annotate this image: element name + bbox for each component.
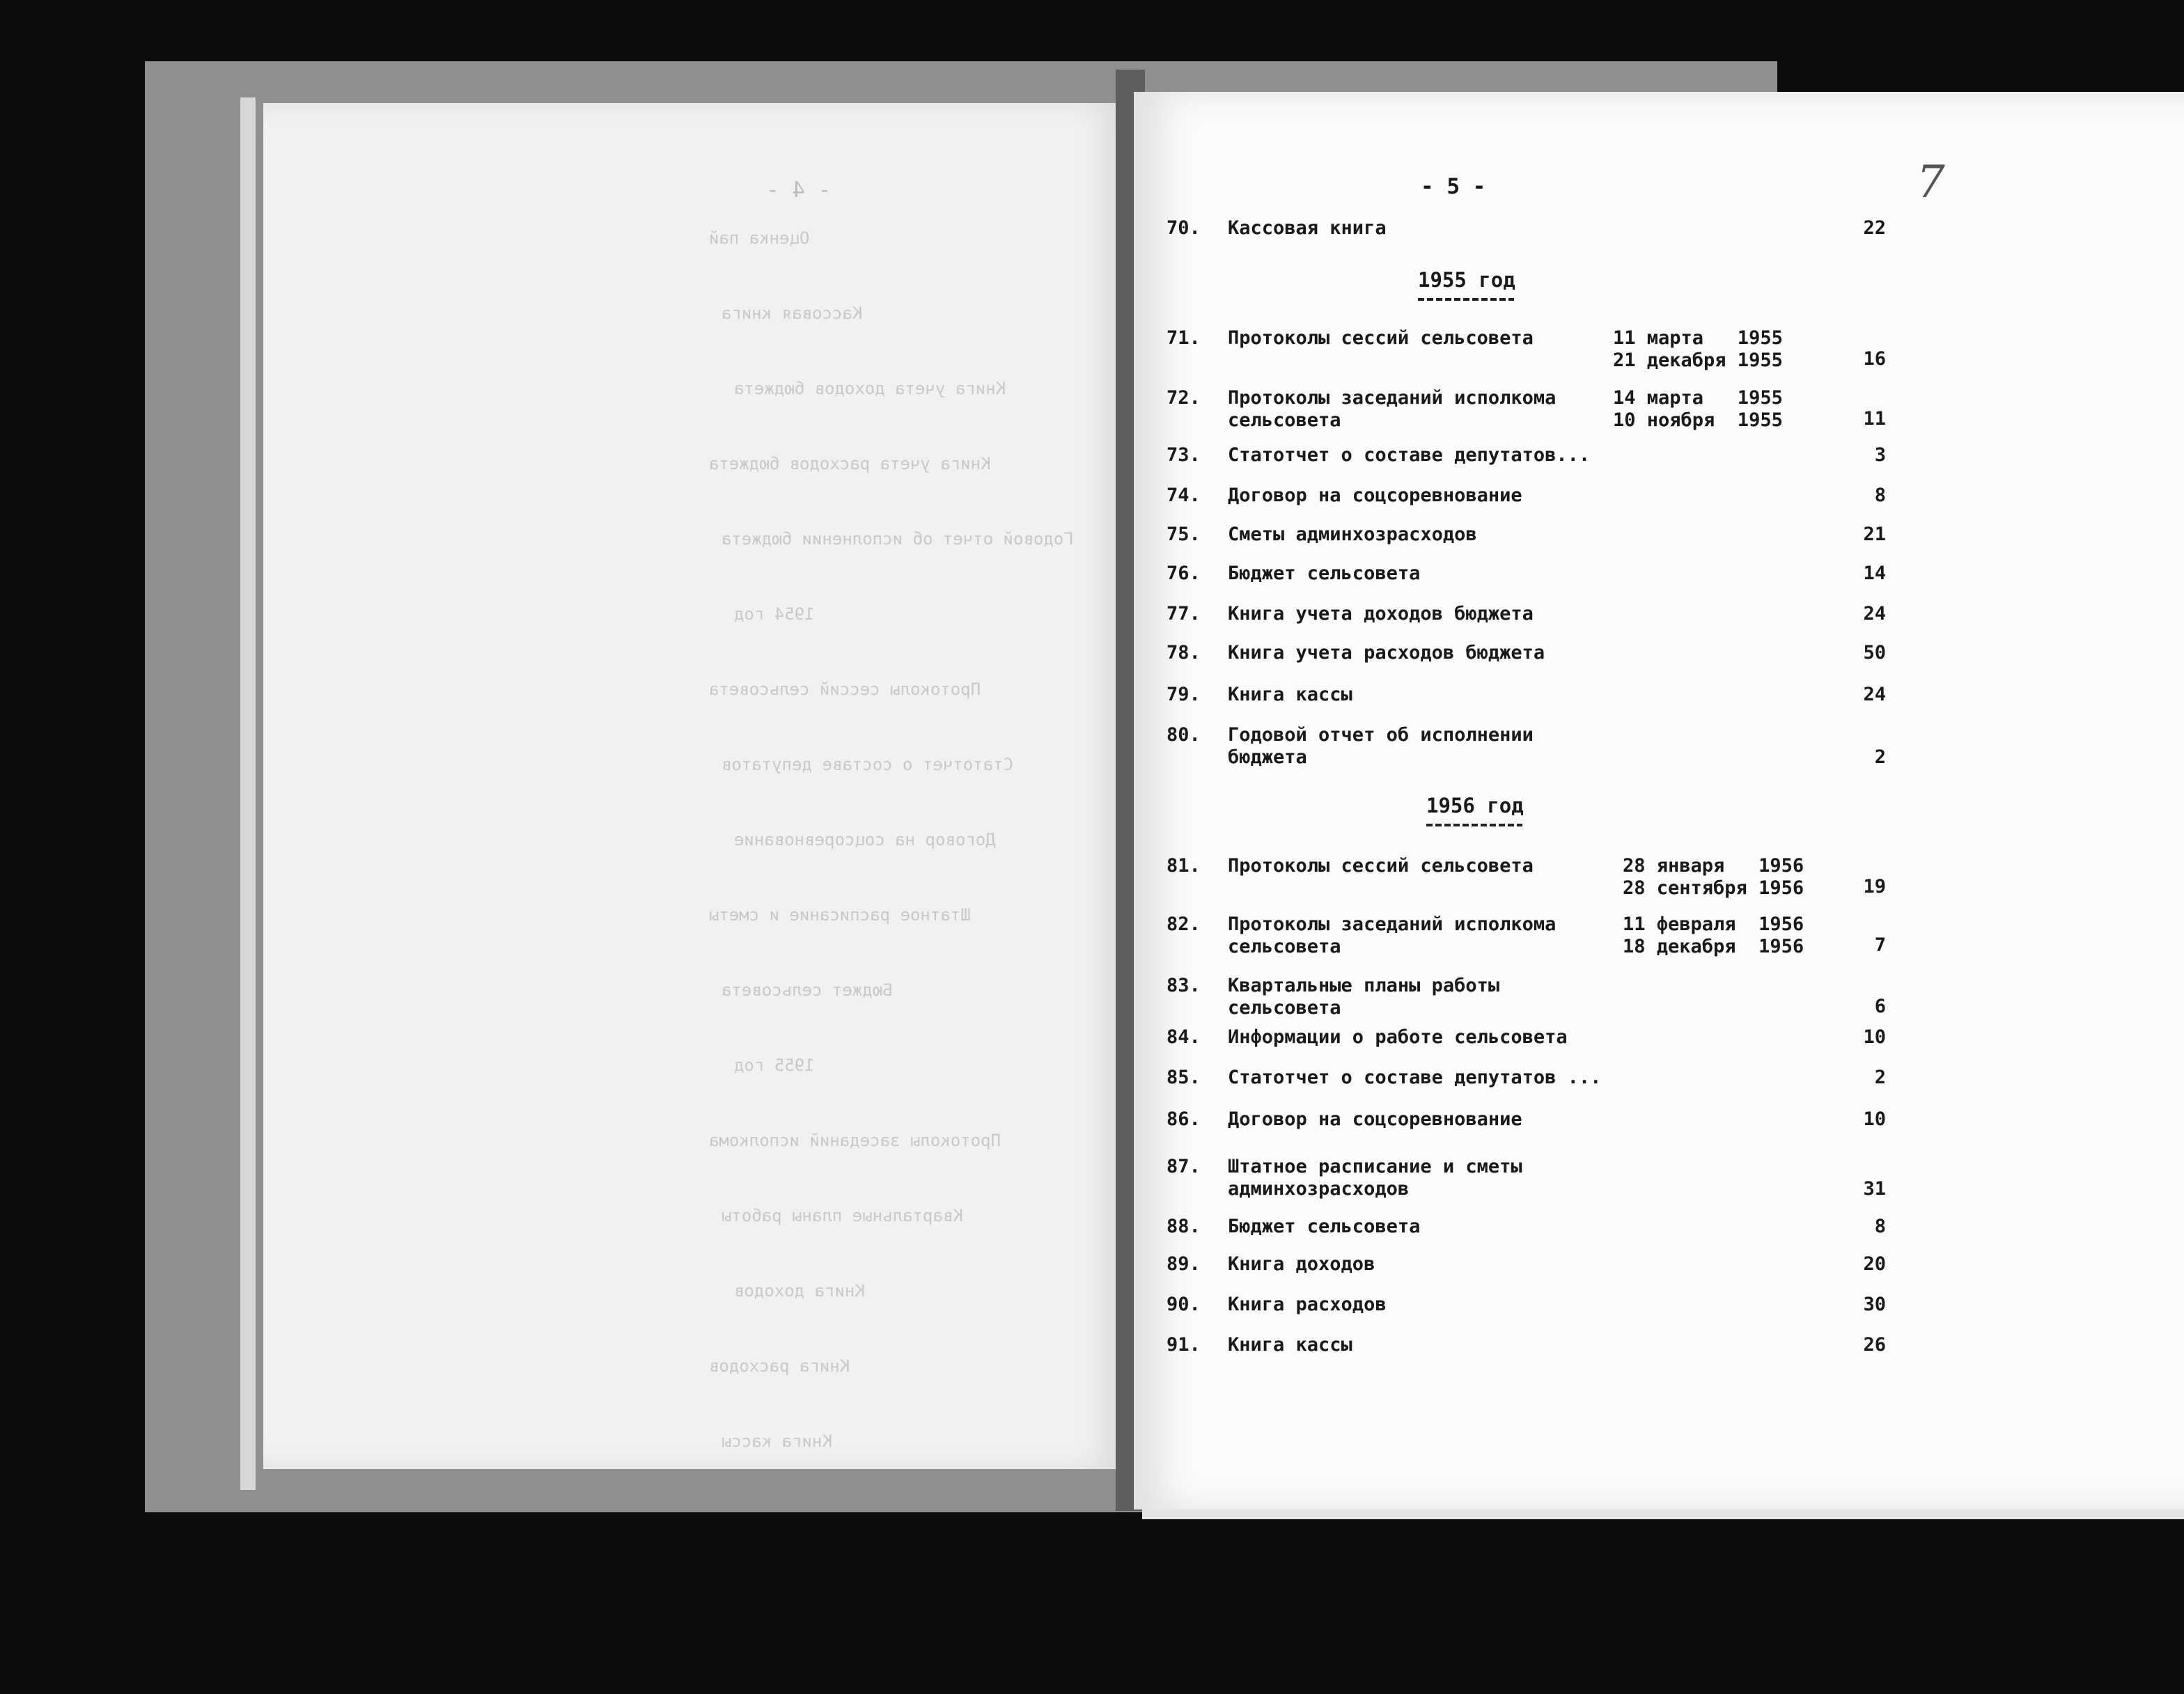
bleed-through-line: 1954 год xyxy=(734,604,815,624)
item-title: Книга учета доходов бюджета xyxy=(1228,603,1534,625)
item-title: Книга расходов xyxy=(1228,1294,1387,1315)
item-sheet-count: 21 xyxy=(1863,524,1886,545)
item-title: Статотчет о составе депутатов ... xyxy=(1228,1067,1602,1088)
item-title: Бюджет сельсовета xyxy=(1228,563,1421,584)
item-title: Сметы админхозрасходов xyxy=(1228,524,1477,545)
item-number: 91. xyxy=(1167,1334,1201,1356)
item-sheet-count: 31 xyxy=(1863,1178,1886,1200)
item-title: Договор на соцсоревнование xyxy=(1228,1108,1522,1130)
item-sheet-count: 8 xyxy=(1874,1216,1886,1237)
item-number: 85. xyxy=(1167,1067,1201,1088)
item-sheet-count: 6 xyxy=(1874,996,1886,1017)
year-heading-1956: 1956 год xyxy=(1426,794,1524,817)
item-number: 76. xyxy=(1167,563,1201,584)
item-sheet-count: 8 xyxy=(1874,485,1886,506)
item-number: 77. xyxy=(1167,603,1201,625)
year-underline xyxy=(1418,298,1514,301)
item-dates: 14 марта 1955 10 ноября 1955 xyxy=(1613,387,1783,431)
bleed-through-line: Кассовая книга xyxy=(722,304,863,323)
item-sheet-count: 16 xyxy=(1863,348,1886,370)
item-number: 83. xyxy=(1167,975,1201,996)
item-sheet-count: 10 xyxy=(1863,1108,1886,1130)
bleed-through-line: Статотчет о составе депутатов xyxy=(722,755,1014,774)
item-title: Протоколы заседаний исполкома сельсовета xyxy=(1228,913,1557,957)
item-dates: 28 января 1956 28 сентября 1956 xyxy=(1623,855,1804,899)
item-number: 70. xyxy=(1167,217,1201,239)
item-title: Протоколы сессий сельсовета xyxy=(1228,855,1534,877)
item-sheet-count: 24 xyxy=(1863,603,1886,625)
item-sheet-count: 19 xyxy=(1863,876,1886,897)
item-sheet-count: 20 xyxy=(1863,1253,1886,1275)
page-number: - 5 - xyxy=(1421,174,1486,199)
item-sheet-count: 7 xyxy=(1874,934,1886,956)
item-number: 71. xyxy=(1167,327,1201,349)
item-title: Годовой отчет об исполнении бюджета xyxy=(1228,724,1534,768)
item-number: 87. xyxy=(1167,1156,1201,1177)
item-sheet-count: 10 xyxy=(1863,1026,1886,1048)
item-title: Статотчет о составе депутатов... xyxy=(1228,444,1591,466)
item-sheet-count: 2 xyxy=(1874,746,1886,768)
item-number: 78. xyxy=(1167,642,1201,664)
item-number: 84. xyxy=(1167,1026,1201,1048)
item-number: 73. xyxy=(1167,444,1201,466)
bleed-through-line: Книга кассы xyxy=(722,1432,832,1451)
bleed-through-line: 1955 год xyxy=(734,1056,815,1075)
item-title: Информации о работе сельсовета xyxy=(1228,1026,1568,1048)
item-title: Квартальные планы работы сельсовета xyxy=(1228,975,1500,1019)
item-title: Протоколы заседаний исполкома сельсовета xyxy=(1228,387,1557,431)
bleed-through-line: Штатное расписание и сметы xyxy=(709,905,971,925)
item-number: 86. xyxy=(1167,1108,1201,1130)
item-title: Книга кассы xyxy=(1228,684,1352,705)
left-page-number: - 4 - xyxy=(766,178,832,203)
item-title: Протоколы сессий сельсовета xyxy=(1228,327,1534,349)
bleed-through-line: Протоколы заседаний исполкома xyxy=(709,1131,1001,1150)
bleed-through-line: Протоколы сессий сельсовета xyxy=(709,680,981,699)
bleed-through-line: Книга учета доходов бюджета xyxy=(734,379,1006,398)
item-sheet-count: 50 xyxy=(1863,642,1886,664)
item-sheet-count: 22 xyxy=(1863,217,1886,239)
item-number: 88. xyxy=(1167,1216,1201,1237)
year-underline xyxy=(1426,824,1522,826)
item-sheet-count: 26 xyxy=(1863,1334,1886,1356)
item-title: Договор на соцсоревнование xyxy=(1228,485,1522,506)
item-number: 72. xyxy=(1167,387,1201,409)
bleed-through-line: Квартальные планы работы xyxy=(722,1206,963,1225)
item-sheet-count: 30 xyxy=(1863,1294,1886,1315)
bleed-through-line: Книга учета расходов бюджета xyxy=(709,454,991,473)
item-number: 89. xyxy=(1167,1253,1201,1275)
item-sheet-count: 14 xyxy=(1863,563,1886,584)
bleed-through-line: Книга доходов xyxy=(734,1281,865,1301)
item-title: Штатное расписание и сметы админхозрасходов xyxy=(1228,1156,1522,1200)
bleed-through-line: Бюджет сельсовета xyxy=(722,980,893,1000)
bleed-through-line: Годовой отчет об исполнении бюджета xyxy=(722,529,1074,549)
bleed-through-line: Договор на соцсоревнование xyxy=(734,830,996,849)
item-sheet-count: 2 xyxy=(1874,1067,1886,1088)
year-heading-1955: 1955 год xyxy=(1418,268,1515,292)
item-title: Бюджет сельсовета xyxy=(1228,1216,1421,1237)
item-title: Кассовая книга xyxy=(1228,217,1387,239)
item-sheet-count: 24 xyxy=(1863,684,1886,705)
item-number: 80. xyxy=(1167,724,1201,746)
item-number: 90. xyxy=(1167,1294,1201,1315)
bleed-through-line: Оценка пай xyxy=(709,228,810,248)
item-sheet-count: 11 xyxy=(1863,408,1886,430)
item-number: 74. xyxy=(1167,485,1201,506)
item-title: Книга доходов xyxy=(1228,1253,1375,1275)
bleed-through-line: Книга расходов xyxy=(709,1356,850,1376)
item-dates: 11 февраля 1956 18 декабря 1956 xyxy=(1623,913,1804,957)
item-title: Книга учета расходов бюджета xyxy=(1228,642,1545,664)
item-number: 82. xyxy=(1167,913,1201,935)
item-number: 75. xyxy=(1167,524,1201,545)
item-dates: 11 марта 1955 21 декабря 1955 xyxy=(1613,327,1783,371)
item-number: 81. xyxy=(1167,855,1201,877)
handwritten-sheet-number: 7 xyxy=(1917,157,1945,208)
item-number: 79. xyxy=(1167,684,1201,705)
item-sheet-count: 3 xyxy=(1874,444,1886,466)
item-title: Книга кассы xyxy=(1228,1334,1352,1356)
